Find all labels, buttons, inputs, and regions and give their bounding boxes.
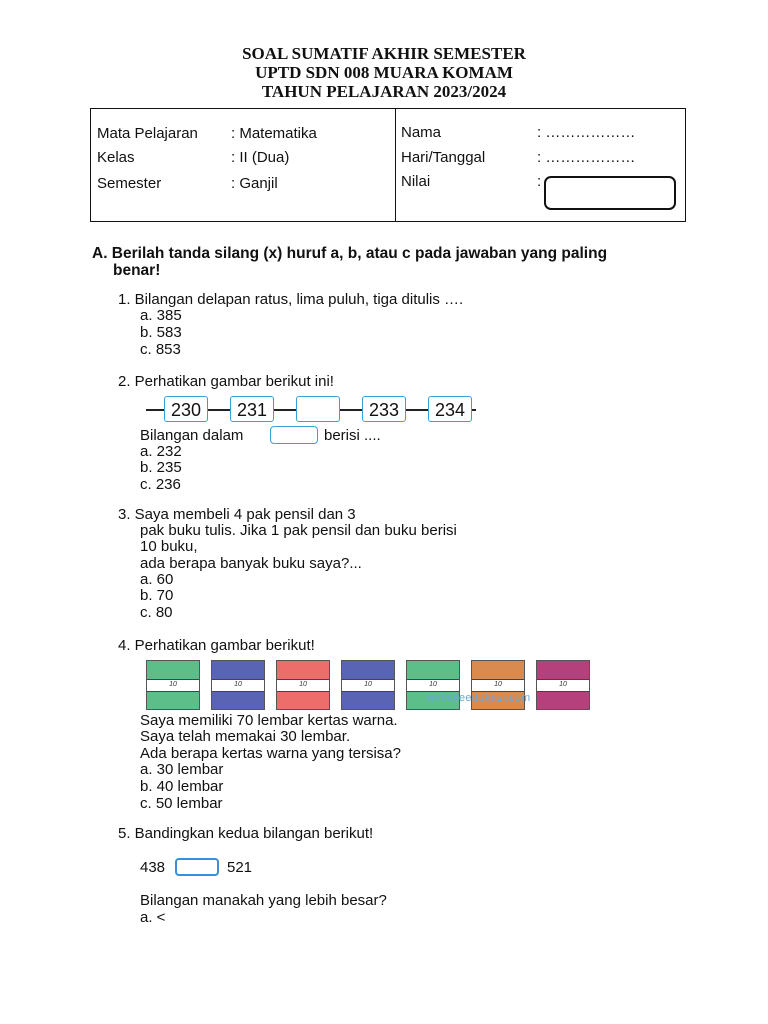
number-line	[146, 396, 476, 424]
q2-blank-box	[270, 426, 318, 444]
question-5: 5. Bandingkan kedua bilangan berikut!	[118, 825, 374, 842]
q2-option-a[interactable]: a. 232	[140, 443, 182, 460]
value-semester: : Ganjil	[231, 175, 278, 192]
section-a-instruction	[92, 245, 607, 279]
paper-pack-label: 10	[277, 679, 329, 692]
question-3-line-2: pak buku tulis. Jika 1 pak pensil dan buku berisi	[140, 522, 457, 539]
question-1: 1. Bilangan delapan ratus, lima puluh, tiga ditulis ….	[118, 291, 464, 308]
q5-compare-box[interactable]	[175, 858, 219, 876]
header-line-2: UPTD SDN 008 MUARA KOMAM	[255, 63, 513, 82]
question-3-line-3: 10 buku,	[140, 538, 198, 555]
watermark: websiteedukasi.com	[426, 692, 531, 704]
paper-pack-label: 10	[407, 679, 459, 692]
paper-pack-label: 10	[472, 679, 524, 692]
q2-option-c[interactable]: c. 236	[140, 476, 181, 493]
value-subject: : Matematika	[231, 125, 317, 142]
q4-text-1: Saya memiliki 70 lembar kertas warna.	[140, 712, 398, 729]
label-score: Nilai	[401, 173, 431, 190]
q5-left-number: 438	[140, 859, 166, 876]
score-box[interactable]	[544, 176, 676, 210]
number-box-4: 233	[362, 396, 406, 422]
q4-option-c[interactable]: c. 50 lembar	[140, 795, 223, 812]
question-4: 4. Perhatikan gambar berikut!	[118, 637, 315, 654]
paper-pack	[276, 660, 330, 710]
name-field[interactable]: : ………………	[537, 124, 636, 141]
paper-pack-label: 10	[212, 679, 264, 692]
q2-prompt-end: berisi ....	[324, 427, 381, 444]
instruction-line-2: benar!	[113, 262, 161, 279]
paper-pack	[536, 660, 590, 710]
paper-pack-label: 10	[342, 679, 394, 692]
day-date-field[interactable]: : ………………	[537, 149, 636, 166]
label-class: Kelas	[97, 149, 135, 166]
q5-right-number: 521	[227, 859, 253, 876]
q3-option-c[interactable]: c. 80	[140, 604, 173, 621]
number-box-5: 234	[428, 396, 472, 422]
paper-pack-label: 10	[537, 679, 589, 692]
header-line-1: SOAL SUMATIF AKHIR SEMESTER	[242, 44, 526, 63]
q4-option-a[interactable]: a. 30 lembar	[140, 761, 224, 778]
q2-option-b[interactable]: b. 235	[140, 459, 182, 476]
instruction-line-1: A. Berilah tanda silang (x) huruf a, b, atau c pada jawaban yang paling	[92, 245, 608, 262]
paper-pack	[146, 660, 200, 710]
question-3-line-4: ada berapa banyak buku saya?...	[140, 555, 362, 572]
question-2: 2. Perhatikan gambar berikut ini!	[118, 373, 334, 390]
q1-option-b[interactable]: b. 583	[140, 324, 182, 341]
q3-option-a[interactable]: a. 60	[140, 571, 174, 588]
q4-option-b[interactable]: b. 40 lembar	[140, 778, 224, 795]
paper-pack	[341, 660, 395, 710]
paper-pack-label: 10	[147, 679, 199, 692]
colored-paper-packs	[146, 660, 592, 712]
q4-text-3: Ada berapa kertas warna yang tersisa?	[140, 745, 401, 762]
header-line-3: TAHUN PELAJARAN 2023/2024	[261, 82, 507, 101]
paper-pack	[211, 660, 265, 710]
q1-option-c[interactable]: c. 853	[140, 341, 181, 358]
q2-prompt-start: Bilangan dalam	[140, 427, 244, 444]
number-box-2: 231	[230, 396, 274, 422]
label-name: Nama	[401, 124, 442, 141]
identity-box	[90, 108, 686, 222]
q5-prompt: Bilangan manakah yang lebih besar?	[140, 892, 387, 909]
number-box-blank[interactable]	[296, 396, 340, 422]
label-semester: Semester	[97, 175, 162, 192]
q1-option-a[interactable]: a. 385	[140, 307, 182, 324]
box-divider	[395, 109, 396, 221]
score-colon: :	[537, 173, 542, 190]
question-3-line-1: 3. Saya membeli 4 pak pensil dan 3	[118, 506, 356, 523]
q4-text-2: Saya telah memakai 30 lembar.	[140, 728, 351, 745]
label-day-date: Hari/Tanggal	[401, 149, 486, 166]
label-subject: Mata Pelajaran	[97, 125, 198, 142]
value-class: : II (Dua)	[231, 149, 290, 166]
number-box-1: 230	[164, 396, 208, 422]
q3-option-b[interactable]: b. 70	[140, 587, 174, 604]
q5-option-a[interactable]: a. <	[140, 909, 166, 926]
